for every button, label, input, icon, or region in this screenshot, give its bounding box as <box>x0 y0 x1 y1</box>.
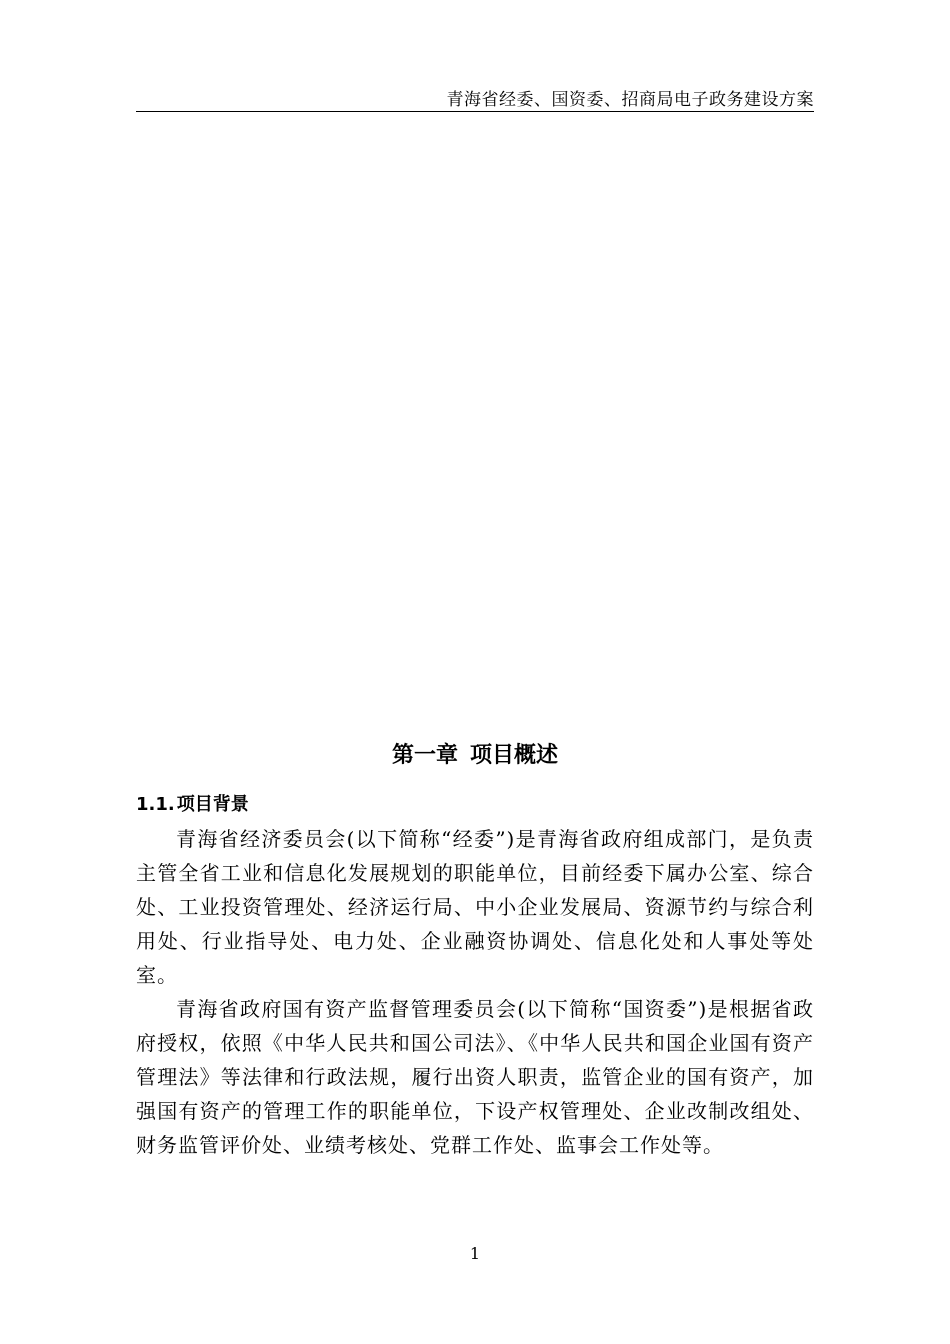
section-number: 1.1. <box>136 794 175 815</box>
body-text <box>136 822 814 1162</box>
header-rule <box>136 111 814 112</box>
paragraph-guoziwei: 青海省政府国有资产监督管理委员会(以下简称“国资委”)是根据省政府授权，依照《中华人民共和国公司法》、《中华人民共和国企业国有资产管理法》等法律和行政法规，履行出资人职责，监管企业的国有资产，加强国有资产的管理工作的职能单位，下设产权管理处、企业改制改组处、财务监管评价处、业绩考核处、党群工作处、监事会工作处等。 <box>136 997 814 1157</box>
section-heading <box>136 790 249 820</box>
page-number: 1 <box>469 1244 481 1263</box>
chapter-title <box>0 738 950 774</box>
chapter-label: 第一章 <box>391 743 458 768</box>
running-header: 青海省经委、国资委、招商局电子政务建设方案 <box>446 90 814 110</box>
chapter-name: 项目概述 <box>470 743 559 768</box>
paragraph-jingwei: 青海省经济委员会(以下简称“经委”)是青海省政府组成部门，是负责主管全省工业和信息化发展规划的职能单位，目前经委下属办公室、综合处、工业投资管理处、经济运行局、中小企业发展局、资源节约与综合利用处、行业指导处、电力处、企业融资协调处、信息化处和人事处等处室。 <box>136 827 814 987</box>
section-title: 项目背景 <box>176 794 249 815</box>
